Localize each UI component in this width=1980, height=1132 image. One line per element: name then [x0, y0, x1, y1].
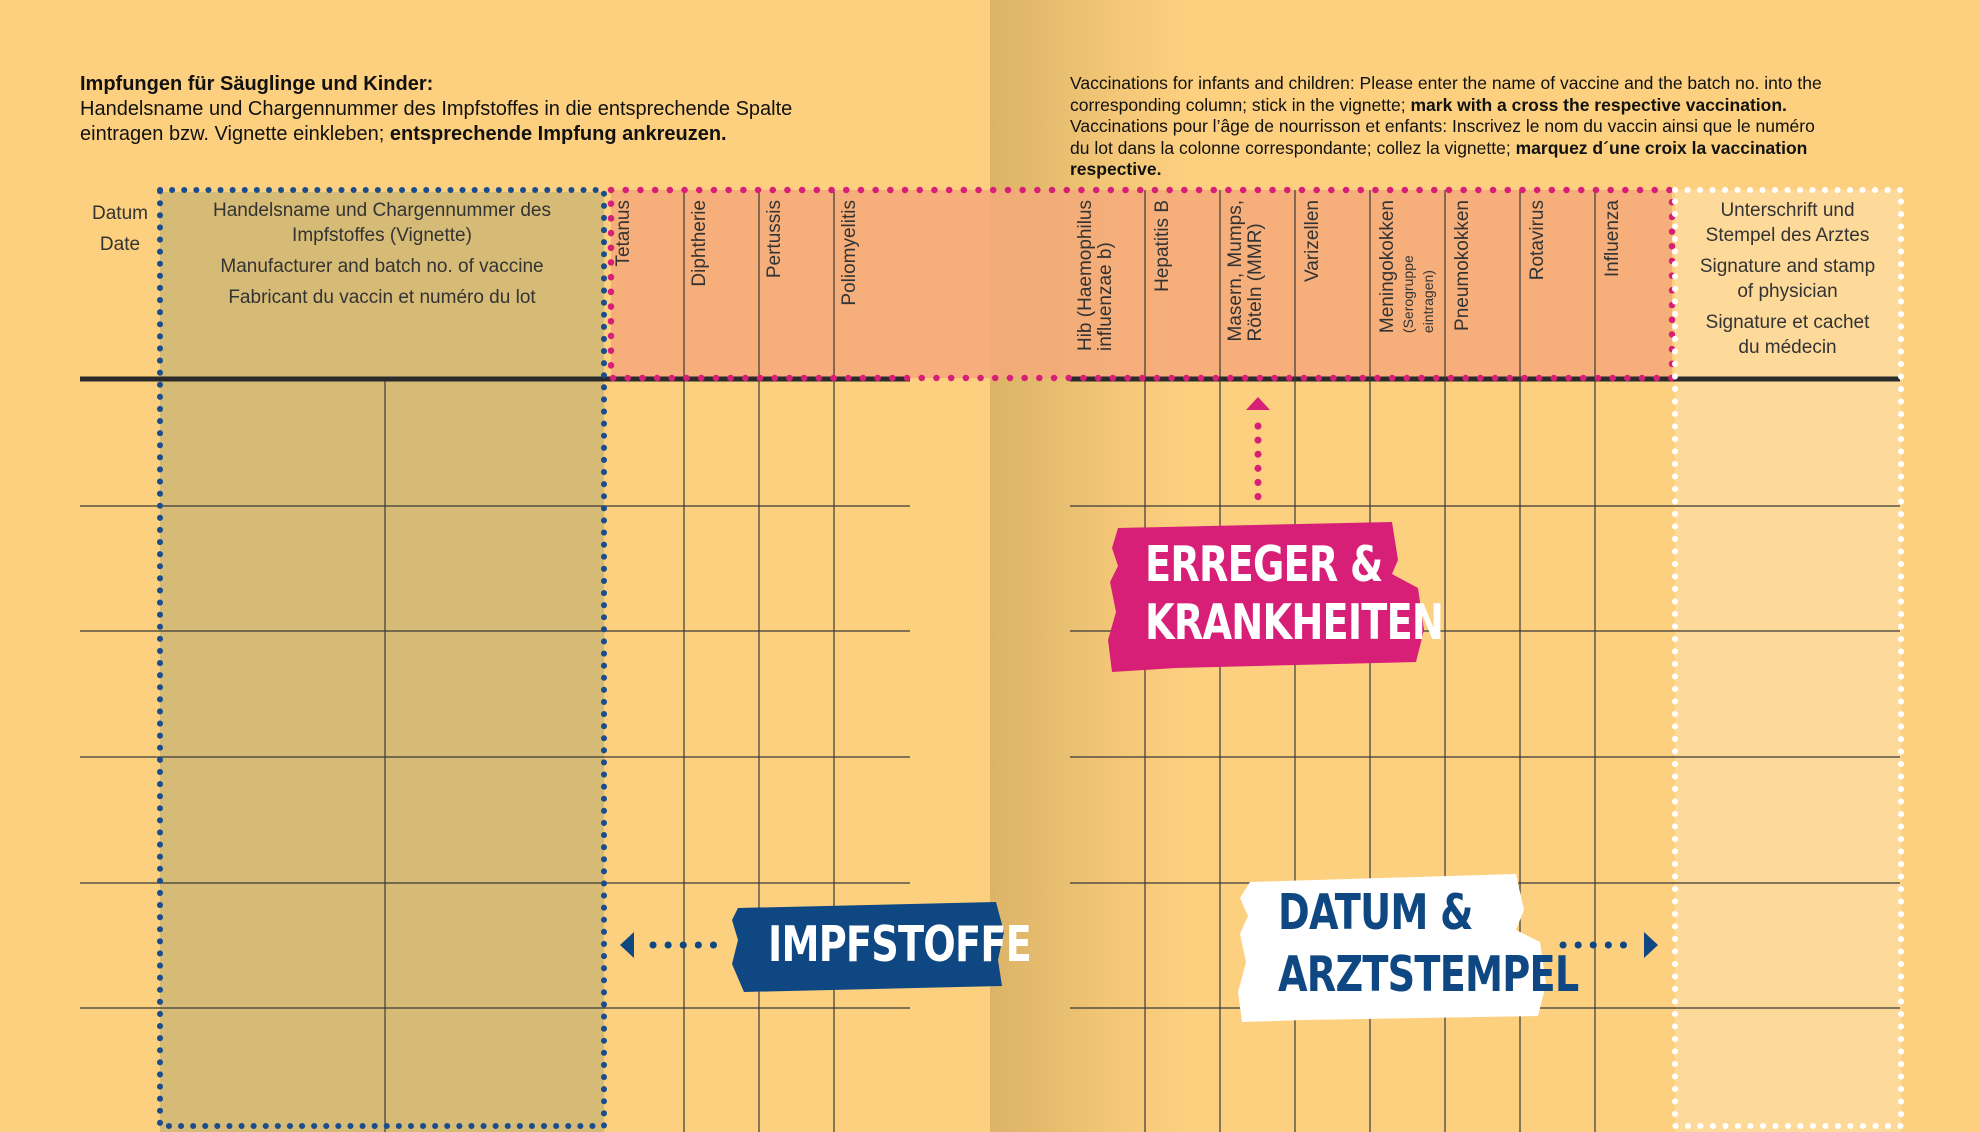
intro-fr-line-3-bold: respective. [1070, 159, 1162, 179]
disease-label-mening-3: eintragen) [1420, 270, 1436, 334]
disease-label-pneumokokken: Pneumokokken [1452, 200, 1473, 331]
datum-stamp-line-1: DATUM & [1278, 884, 1473, 941]
disease-label-mening-1: Meningokokken [1377, 200, 1398, 334]
sig-header-de-1: Unterschrift und [1720, 200, 1855, 221]
impfstoffe-stamp: IMPFSTOFFE [768, 916, 1031, 973]
vaccine-header-en: Manufacturer and batch no. of vaccine [220, 256, 544, 277]
disease-label-influenza: Influenza [1602, 200, 1623, 278]
intro-fr-line-2: du lot dans la colonne correspondante; collez la vignette; [1070, 137, 1511, 158]
intro-english-french [1070, 73, 1890, 181]
erreger-stamp-line-1: ERREGER & [1145, 536, 1383, 593]
arrow-right-icon [1644, 932, 1658, 958]
disease-label-tetanus: Tetanus [613, 200, 634, 267]
disease-label-poliomyelitis: Poliomyelitis [839, 200, 860, 306]
disease-label-hib-1: Hib (Haemophilus [1075, 200, 1096, 352]
sig-header-en-2: of physician [1737, 281, 1838, 302]
vaccine-header-de-2: Impfstoffes (Vignette) [292, 225, 472, 246]
signature-header [1680, 198, 1895, 360]
sig-header-fr-2: du médecin [1738, 337, 1837, 358]
arrow-up-icon [1246, 397, 1270, 410]
intro-en-line-1: Vaccinations for infants and children: Please enter the name of vaccine and the batch no. into the [1070, 73, 1822, 93]
arrow-left-icon [620, 932, 634, 958]
vaccine-column-fill [160, 192, 604, 1132]
vaccine-header [170, 198, 594, 310]
date-header-de: Datum [92, 203, 148, 224]
disease-label-hib-2: influenzae b) [1095, 242, 1116, 352]
intro-fr-line-2-bold: marquez d´une croix la vaccination [1515, 137, 1808, 158]
intro-title: Impfungen für Säuglinge und Kinder: [80, 73, 434, 95]
intro-fr-line-1: Vaccinations pour l’âge de nourrisson et enfants: Inscrivez le nom du vaccin ainsi que le numéro [1070, 116, 1815, 136]
disease-label-varizellen: Varizellen [1302, 200, 1323, 283]
intro-german [80, 72, 980, 147]
intro-line-2-bold: entsprechende Impfung ankreuzen. [389, 123, 727, 145]
disease-label-mmr-2: Röteln (MMR) [1245, 223, 1266, 342]
disease-label-mening-2: (Serogruppe [1400, 255, 1416, 334]
disease-label-pertussis: Pertussis [764, 200, 785, 279]
sig-header-fr-1: Signature et cachet [1705, 312, 1870, 333]
vaccine-header-de-1: Handelsname und Chargennummer des [213, 200, 551, 221]
disease-label-meningokokken [1378, 200, 1438, 333]
sig-header-de-2: Stempel des Arztes [1705, 225, 1870, 246]
intro-line-1: Handelsname und Chargennummer des Impfstoffes in die entsprechende Spalte [80, 98, 793, 120]
disease-label-mmr [1226, 200, 1266, 341]
disease-label-mmr-1: Masern, Mumps, [1225, 200, 1246, 342]
datum-stamp-line-2: ARZTSTEMPEL [1278, 946, 1579, 1003]
disease-label-hepatitis-b: Hepatitis B [1152, 200, 1173, 292]
erreger-stamp-line-2: KRANKHEITEN [1145, 594, 1444, 651]
intro-en-line-2-bold: mark with a cross the respective vaccination. [1410, 94, 1787, 115]
intro-en-line-2: corresponding column; stick in the vignette; [1070, 94, 1406, 115]
date-header [80, 198, 160, 260]
disease-label-hib [1076, 200, 1116, 351]
intro-line-2: eintragen bzw. Vignette einkleben; [80, 123, 385, 145]
sig-header-en-1: Signature and stamp [1699, 256, 1876, 277]
disease-label-diphtherie: Diphtherie [689, 200, 710, 287]
vaccine-header-fr: Fabricant du vaccin et numéro du lot [228, 287, 536, 308]
date-header-en: Date [99, 234, 141, 255]
disease-label-rotavirus: Rotavirus [1527, 200, 1548, 281]
